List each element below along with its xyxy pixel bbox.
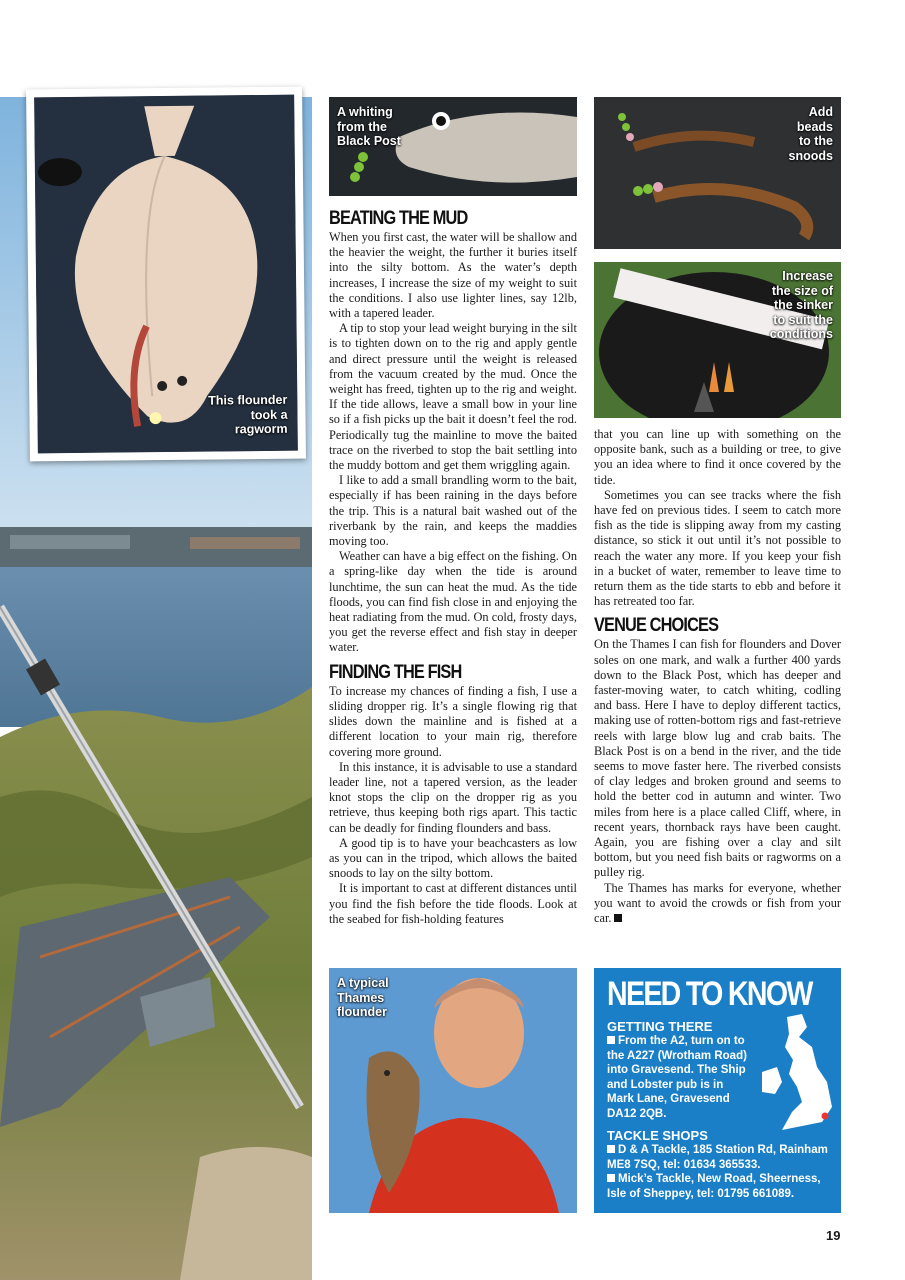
- caption-line: A typical: [337, 976, 389, 990]
- heading-beating-the-mud: BEATING THE MUD: [329, 208, 468, 229]
- beads-caption: [789, 105, 833, 163]
- getting-there-text: From the A2, turn on to the A227 (Wrotham Road) into Gravesend. The Ship and Lobster pub is in Mark Lane, Gravesend DA12 2QB.: [607, 1035, 747, 1120]
- caption-line: conditions: [769, 327, 833, 341]
- caption-line: Black Post: [337, 134, 401, 148]
- bullet: [607, 1145, 615, 1153]
- thames-caption: [337, 976, 389, 1020]
- flounder-caption: [208, 393, 288, 437]
- paragraph: [594, 881, 841, 927]
- article-column-1: [329, 206, 577, 927]
- caption-line: flounder: [337, 1005, 387, 1019]
- end-mark: [614, 914, 622, 922]
- page-number: 19: [826, 1228, 841, 1243]
- whiting-photo: [329, 97, 577, 196]
- paragraph: Sometimes you can see tracks where the fish have fed on previous tides. I seem to catch more fish as the tide is slipping away from my casting distance, so stick it out until it’s not possible to reach the water any more. If you keep your fish in a bucket of water, remember to leave time to return them as the tide starts to ebb and before it has retreated too far.: [594, 487, 841, 609]
- heading-venue-choices: VENUE CHOICES: [594, 615, 719, 637]
- need-to-know-title: NEED TO KNOW: [607, 975, 812, 1013]
- bullet: [607, 1036, 615, 1044]
- caption-line: the sinker: [773, 298, 833, 312]
- uk-map-icon: [757, 1012, 837, 1137]
- caption-line: Thames: [337, 990, 385, 1005]
- paragraph: It is important to cast at different distances until you find the fish before the tide floods. Look at the seabed for fish-holding features: [329, 881, 577, 926]
- flounder-ragworm-photo: [26, 87, 306, 462]
- caption-line: ragworm: [234, 421, 288, 437]
- tackle-shops-heading: TACKLE SHOPS: [607, 1128, 708, 1143]
- caption-line: Increase: [782, 269, 833, 283]
- paragraph: A good tip is to have your beachcasters as low as you can in the tripod, which allows the baited snoods to lay on the silty bottom.: [329, 835, 577, 881]
- paragraph-text: The Thames has marks for everyone, whether you want to avoid the crowds or fish from your car.: [594, 880, 841, 926]
- tackle-shop-text: D & A Tackle, 185 Station Rd, Rainham ME8 7SQ, tel: 01634 365533.: [607, 1144, 828, 1171]
- tackle-shop-1: [607, 1143, 831, 1172]
- need-to-know-box: [594, 968, 841, 1213]
- getting-there-heading: GETTING THERE: [607, 1019, 713, 1034]
- caption-line: Add: [808, 105, 833, 119]
- article-column-2: [594, 427, 841, 926]
- paragraph: that you can line up with something on the opposite bank, such as a building or tree, to give you an idea where to find it once covered by the tide.: [594, 427, 841, 487]
- paragraph: When you first cast, the water will be shallow and the heavier the weight, the further it buries itself into the silty bottom. As the water’s depth increases, I increase the size of my weight to suit the conditions. I also use lighter lines, say 12lb, with a tapered leader.: [329, 230, 577, 321]
- paragraph: On the Thames I can fish for flounders and Dover soles on one mark, and walk a further 400 yards down to the Black Post, which has deeper and faster-moving water, to catch whiting, codling and bass. Here I have to deploy different tactics, making use of rotten-bottom rigs and fast-retrieve reels with large blow lug and crab baits. The Black Post is on a bend in the river, and the tide seems to move faster here. The riverbed consists of clay ledges and broken ground and seems to hold the better cod in autumn and winter. Two miles from here is a place called Cliff, where, in recent years, thornback rays have been caught. Again, you are fishing over a clay and silt bottom, but you need fish baits or ragworms on a pulley rig.: [594, 637, 841, 880]
- sinker-caption: [770, 269, 833, 342]
- caption-line: A whiting: [337, 105, 393, 119]
- caption-line: This flounder: [208, 392, 288, 408]
- rigs-sinker-photo: [594, 262, 841, 418]
- caption-line: beads: [796, 119, 833, 134]
- caption-line: to suit the: [773, 312, 833, 327]
- tackle-shop-2: [607, 1172, 831, 1201]
- caption-line: to the: [798, 134, 833, 148]
- paragraph: Weather can have a big effect on the fishing. On a spring-like day when the tide is around lunchtime, the sun can heat the mud. As the tide floods, you can find fish close in and enjoying the heat radiating from the mud. On cold, frosty days, you get the reverse effect and fish stay in deeper water.: [329, 549, 578, 655]
- tackle-shop-text: Mick’s Tackle, New Road, Sheerness, Isle of Sheppey, tel: 01795 661089.: [607, 1173, 821, 1200]
- caption-line: snoods: [788, 148, 833, 163]
- whiting-caption: [337, 105, 401, 149]
- beads-snoods-photo: [594, 97, 841, 249]
- paragraph: To increase my chances of finding a fish, I use a sliding dropper rig. It’s a single flowing rig that slides down the mainline and is fished at a different location to your main rig, therefore covering more ground.: [329, 683, 577, 759]
- caption-line: took a: [250, 407, 288, 422]
- paragraph: In this instance, it is advisable to use a standard leader line, not a tapered version, as the leader knot stops the clip on the dropper rig as you retrieve, thus keeping both rigs apart. This tactic can be deadly for finding flounders and bass.: [329, 759, 577, 835]
- paragraph: I like to add a small brandling worm to the bait, especially if has been raining in the days before the trip. This is a natural bait washed out of the riverbank by the rain, and keeps the maddies moving too.: [329, 473, 577, 549]
- heading-finding-the-fish: FINDING THE FISH: [329, 661, 462, 683]
- getting-there-body: [607, 1034, 747, 1121]
- paragraph: A tip to stop your lead weight burying in the silt is to tighten down on to the rig and apply gentle and direct pressure until the weight is released from the vacuum created by the mud. Once the weight has freed, tighten up to the rig and weight. If the tide allows, leave a small bow in your line so if a fish picks up the bait it doesn’t feel the rod. Periodically tug the mainline to move the baited trace on the riverbed to stop the bait settling into the muddy bottom and get them wriggling again.: [329, 321, 577, 473]
- caption-line: from the: [337, 119, 387, 134]
- caption-line: the size of: [771, 283, 833, 298]
- angler-flounder-photo: [329, 968, 577, 1213]
- bullet: [607, 1174, 615, 1182]
